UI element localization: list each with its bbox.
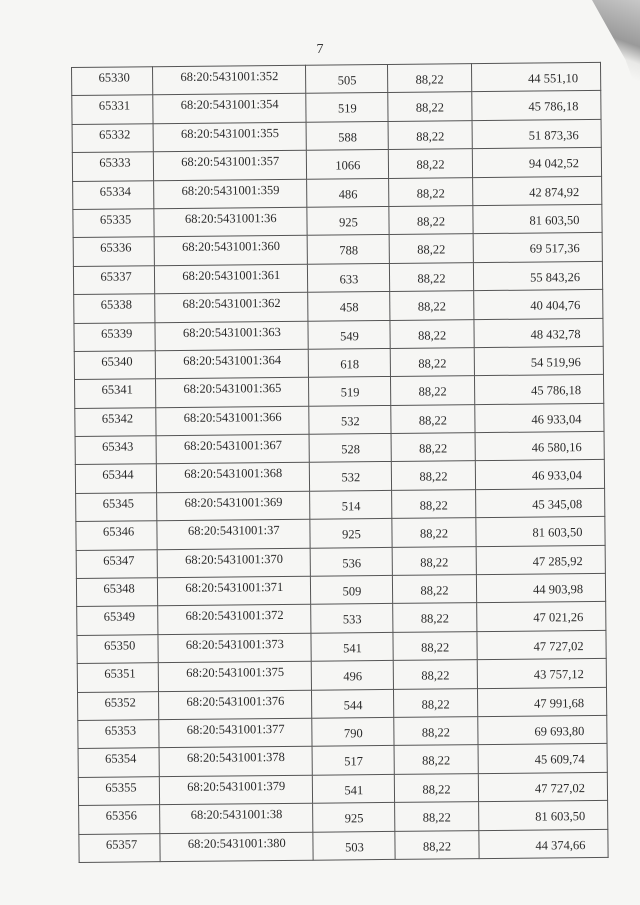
cell-text: 68:20:5431001:363 xyxy=(182,324,281,340)
cell-text: 68:20:5431001:364 xyxy=(183,352,282,368)
cell-text: 88,22 xyxy=(417,271,446,286)
area-cell xyxy=(312,746,394,775)
rate-cell xyxy=(391,376,474,405)
cell-text: 68:20:5431001:377 xyxy=(186,721,285,737)
cadastral-number-cell xyxy=(155,292,308,322)
row-number-cell xyxy=(79,805,160,834)
registry-table xyxy=(71,62,609,863)
area-cell xyxy=(306,121,388,150)
cell-text: 88,22 xyxy=(421,696,450,712)
area-cell xyxy=(313,831,395,860)
cell-text: 68:20:5431001:357 xyxy=(181,154,280,170)
cell-text: 496 xyxy=(343,669,363,684)
cell-text: 68:20:5431001:366 xyxy=(183,409,282,425)
cell-text: 65337 xyxy=(100,269,132,284)
cell-text: 88,22 xyxy=(420,640,450,655)
row-number-cell xyxy=(73,265,154,294)
cell-text: 47 021,26 xyxy=(533,610,584,626)
cell-text: 88,22 xyxy=(417,242,446,258)
row-number-cell xyxy=(74,294,155,323)
cell-text: 68:20:5431001:378 xyxy=(186,750,285,766)
value-cell xyxy=(475,431,605,461)
area-cell xyxy=(313,803,395,832)
cell-text: 68:20:5431001:359 xyxy=(181,182,280,198)
cell-text: 68:20:5431001:38 xyxy=(190,807,283,823)
cell-text: 541 xyxy=(344,782,364,798)
cell-text: 486 xyxy=(338,186,358,201)
cell-text: 65342 xyxy=(101,411,134,426)
row-number-cell xyxy=(77,663,158,692)
rate-cell xyxy=(394,745,477,774)
cell-text: 514 xyxy=(341,499,361,514)
cell-text: 65356 xyxy=(105,808,137,823)
cell-text: 65331 xyxy=(98,98,131,114)
cell-text: 65338 xyxy=(100,297,133,312)
row-number-cell xyxy=(75,407,156,436)
cadastral-number-cell xyxy=(153,94,306,124)
cell-text: 65334 xyxy=(99,183,131,199)
rate-cell xyxy=(392,489,475,518)
value-cell xyxy=(476,545,606,575)
rate-cell xyxy=(390,262,473,291)
cell-text: 519 xyxy=(337,101,357,116)
value-cell xyxy=(472,148,602,178)
cell-text: 65355 xyxy=(105,780,137,795)
row-number-cell xyxy=(76,493,157,522)
cadastral-number-cell xyxy=(157,548,310,578)
cell-text: 68:20:5431001:380 xyxy=(187,835,286,851)
value-cell xyxy=(473,261,603,291)
value-cell xyxy=(478,744,608,774)
cell-text: 68:20:5431001:370 xyxy=(185,551,284,567)
cell-text: 65330 xyxy=(98,70,130,85)
row-number-cell xyxy=(75,379,156,408)
cell-text: 68:20:5431001:379 xyxy=(187,778,286,794)
cell-text: 46 580,16 xyxy=(531,440,582,455)
rate-cell xyxy=(395,802,478,831)
cell-text: 65335 xyxy=(99,212,132,227)
value-cell xyxy=(472,176,602,206)
cell-text: 533 xyxy=(342,612,362,627)
cadastral-number-cell xyxy=(154,236,307,266)
row-number-cell xyxy=(72,67,153,96)
cell-text: 68:20:5431001:367 xyxy=(183,438,282,454)
cadastral-number-cell xyxy=(157,463,310,493)
cell-text: 68:20:5431001:369 xyxy=(184,494,283,510)
cell-text: 88,22 xyxy=(419,526,449,541)
registry-table-body xyxy=(72,62,609,862)
cadastral-number-cell xyxy=(158,605,311,635)
cell-text: 68:20:5431001:368 xyxy=(184,466,283,482)
value-cell xyxy=(478,801,608,831)
cell-text: 81 603,50 xyxy=(532,525,583,540)
cell-text: 519 xyxy=(340,385,360,400)
cell-text: 588 xyxy=(338,130,358,145)
cell-text: 68:20:5431001:373 xyxy=(185,636,284,652)
cell-text: 42 874,92 xyxy=(529,184,580,200)
cell-text: 505 xyxy=(337,73,357,88)
cell-text: 88,22 xyxy=(422,753,451,769)
cell-text: 532 xyxy=(341,470,361,485)
cell-text: 65351 xyxy=(104,666,136,681)
cell-text: 65354 xyxy=(105,751,137,767)
cell-text: 81 603,50 xyxy=(529,213,580,228)
row-number-cell xyxy=(76,521,157,550)
cell-text: 618 xyxy=(340,357,360,372)
cell-text: 47 727,02 xyxy=(533,638,584,654)
area-cell xyxy=(309,377,391,406)
cell-text: 65340 xyxy=(101,354,133,369)
cell-text: 68:20:5431001:371 xyxy=(185,580,284,595)
cell-text: 503 xyxy=(344,839,364,854)
area-cell xyxy=(307,150,389,179)
value-cell xyxy=(475,488,605,518)
cell-text: 549 xyxy=(340,328,359,343)
value-cell xyxy=(473,233,603,263)
cell-text: 69 517,36 xyxy=(529,241,580,256)
area-cell xyxy=(311,547,393,576)
value-cell xyxy=(475,460,605,490)
cell-text: 68:20:5431001:354 xyxy=(180,97,279,113)
value-cell xyxy=(478,772,608,802)
area-cell xyxy=(309,405,391,434)
cell-text: 517 xyxy=(344,754,364,769)
row-number-cell xyxy=(76,549,157,578)
rate-cell xyxy=(389,149,472,178)
cell-text: 65343 xyxy=(102,439,134,454)
cell-text: 633 xyxy=(339,271,359,287)
cell-text: 81 603,50 xyxy=(535,809,586,824)
cell-text: 88,22 xyxy=(422,838,452,854)
cell-text: 925 xyxy=(344,811,364,826)
cell-text: 88,22 xyxy=(422,782,451,797)
cell-text: 88,22 xyxy=(415,72,444,87)
page-number: 7 xyxy=(316,42,324,57)
cell-text: 536 xyxy=(342,555,362,571)
row-number-cell xyxy=(73,237,154,266)
area-cell xyxy=(312,689,394,718)
cadastral-number-cell xyxy=(153,122,306,152)
cell-text: 65339 xyxy=(100,325,133,341)
value-cell xyxy=(478,829,608,859)
area-cell xyxy=(311,575,393,604)
rate-cell xyxy=(393,603,476,632)
row-number-cell xyxy=(78,776,159,805)
cell-text: 44 374,66 xyxy=(535,837,586,853)
row-number-cell xyxy=(78,691,159,720)
cell-text: 48 432,78 xyxy=(530,326,581,342)
cadastral-number-cell xyxy=(158,576,311,606)
cadastral-number-cell xyxy=(154,207,307,237)
row-number-cell xyxy=(74,351,155,380)
area-cell xyxy=(310,519,392,548)
area-cell xyxy=(306,64,388,93)
cadastral-number-cell xyxy=(160,775,313,805)
cell-text: 528 xyxy=(341,442,361,457)
cell-text: 68:20:5431001:375 xyxy=(186,665,285,681)
cell-text: 68:20:5431001:37 xyxy=(187,523,280,539)
row-number-cell xyxy=(75,464,156,493)
cell-text: 45 609,74 xyxy=(534,752,585,767)
value-cell xyxy=(476,573,606,603)
rate-cell xyxy=(393,546,476,575)
cell-text: 47 991,68 xyxy=(534,695,585,711)
rate-cell xyxy=(390,319,473,348)
rate-cell xyxy=(393,575,476,604)
value-cell xyxy=(474,318,604,348)
rate-cell xyxy=(389,177,472,206)
cell-text: 69 693,80 xyxy=(534,724,585,739)
cadastral-number-cell xyxy=(156,378,309,408)
area-cell xyxy=(310,462,392,491)
area-cell xyxy=(308,292,390,321)
value-cell xyxy=(477,715,607,745)
rate-cell xyxy=(394,688,477,717)
area-cell xyxy=(308,235,390,264)
cell-text: 88,22 xyxy=(416,157,445,172)
area-cell xyxy=(309,348,391,377)
cell-text: 88,22 xyxy=(418,384,447,399)
rate-cell xyxy=(391,433,474,462)
rate-cell xyxy=(388,92,471,121)
cell-text: 44 551,10 xyxy=(528,71,579,86)
cell-text: 88,22 xyxy=(422,810,451,825)
cell-text: 40 404,76 xyxy=(530,298,581,313)
cell-text: 88,22 xyxy=(419,498,448,513)
row-number-cell xyxy=(79,833,160,862)
cell-text: 541 xyxy=(343,641,362,656)
cell-text: 68:20:5431001:365 xyxy=(183,381,282,397)
cadastral-number-cell xyxy=(159,690,312,720)
cell-text: 65336 xyxy=(100,240,132,256)
area-cell xyxy=(308,320,390,349)
cadastral-number-cell xyxy=(154,150,307,180)
rate-cell xyxy=(395,773,478,802)
rate-cell xyxy=(391,348,474,377)
cell-text: 65353 xyxy=(104,723,137,738)
cell-text: 788 xyxy=(339,243,359,258)
value-cell xyxy=(471,91,601,121)
rate-cell xyxy=(392,461,475,490)
area-cell xyxy=(313,774,395,803)
cadastral-number-cell xyxy=(155,264,308,294)
cell-text: 46 933,04 xyxy=(531,468,583,484)
cell-text: 68:20:5431001:36 xyxy=(184,210,277,226)
value-cell xyxy=(474,375,604,405)
cell-text: 1066 xyxy=(335,158,361,173)
row-number-cell xyxy=(72,152,153,181)
area-cell xyxy=(306,93,388,122)
value-cell xyxy=(476,602,606,632)
registry-table-container xyxy=(71,62,609,863)
cadastral-number-cell xyxy=(157,519,310,549)
cell-text: 88,22 xyxy=(418,356,447,371)
cell-text: 55 843,26 xyxy=(529,269,581,285)
rate-cell xyxy=(393,631,476,660)
row-number-cell xyxy=(72,95,153,124)
cell-text: 65346 xyxy=(102,524,135,539)
cell-text: 94 042,52 xyxy=(528,156,580,171)
cell-text: 88,22 xyxy=(417,327,447,343)
row-number-cell xyxy=(75,436,156,465)
cell-text: 68:20:5431001:352 xyxy=(180,69,279,84)
cell-text: 88,22 xyxy=(421,668,450,683)
cell-text: 65344 xyxy=(102,467,134,483)
area-cell xyxy=(309,434,391,463)
cell-text: 88,22 xyxy=(417,299,446,314)
value-cell xyxy=(473,290,603,320)
area-cell xyxy=(310,490,392,519)
value-cell xyxy=(477,659,607,689)
rate-cell xyxy=(392,518,475,547)
cell-text: 88,22 xyxy=(416,214,446,229)
cell-text: 88,22 xyxy=(418,413,448,428)
area-cell xyxy=(311,632,393,661)
cell-text: 88,22 xyxy=(416,185,445,201)
cadastral-number-cell xyxy=(160,803,313,833)
area-cell xyxy=(312,717,394,746)
cell-text: 65357 xyxy=(105,836,138,852)
value-cell xyxy=(474,403,604,433)
cell-text: 65347 xyxy=(103,553,135,568)
cadastral-number-cell xyxy=(156,434,309,464)
cell-text: 44 903,98 xyxy=(532,582,584,597)
rate-cell xyxy=(388,64,471,93)
cadastral-number-cell xyxy=(158,633,311,663)
area-cell xyxy=(308,263,390,292)
cell-text: 68:20:5431001:362 xyxy=(182,296,281,312)
cadastral-number-cell xyxy=(157,491,310,521)
cadastral-number-cell xyxy=(160,832,313,862)
row-number-cell xyxy=(73,209,154,238)
cell-text: 88,22 xyxy=(420,611,449,627)
cell-text: 45 786,18 xyxy=(528,99,579,115)
cadastral-number-cell xyxy=(153,65,306,95)
cadastral-number-cell xyxy=(154,179,307,209)
cell-text: 54 519,96 xyxy=(530,355,581,370)
cell-text: 65352 xyxy=(104,695,136,710)
value-cell xyxy=(474,346,604,376)
cell-text: 88,22 xyxy=(419,469,448,485)
cadastral-number-cell xyxy=(155,349,308,379)
row-number-cell xyxy=(74,322,155,351)
cell-text: 65349 xyxy=(103,609,136,625)
value-cell xyxy=(472,119,602,149)
rate-cell xyxy=(390,291,473,320)
rate-cell xyxy=(394,717,477,746)
row-number-cell xyxy=(72,123,153,152)
cell-text: 544 xyxy=(343,697,363,713)
rate-cell xyxy=(391,404,474,433)
row-number-cell xyxy=(73,180,154,209)
cell-text: 65333 xyxy=(99,155,131,170)
cell-text: 790 xyxy=(343,726,363,741)
cell-text: 68:20:5431001:360 xyxy=(182,239,281,255)
cell-text: 88,22 xyxy=(420,583,449,598)
rate-cell xyxy=(388,120,471,149)
cell-text: 65341 xyxy=(101,382,133,398)
value-cell xyxy=(475,517,605,547)
cell-text: 88,22 xyxy=(415,100,445,116)
value-cell xyxy=(477,630,607,660)
row-number-cell xyxy=(78,720,159,749)
cell-text: 68:20:5431001:361 xyxy=(182,267,281,283)
cell-text: 65350 xyxy=(103,638,136,653)
cell-text: 65348 xyxy=(103,581,135,596)
cell-text: 88,22 xyxy=(419,441,448,456)
cadastral-number-cell xyxy=(158,661,311,691)
cadastral-number-cell xyxy=(156,406,309,436)
area-cell xyxy=(312,661,394,690)
cell-text: 45 345,08 xyxy=(532,496,583,512)
area-cell xyxy=(307,206,389,235)
cadastral-number-cell xyxy=(159,718,312,748)
row-number-cell xyxy=(77,606,158,635)
row-number-cell xyxy=(76,578,157,607)
cell-text: 68:20:5431001:355 xyxy=(180,125,279,141)
cell-text: 65332 xyxy=(99,127,131,142)
row-number-cell xyxy=(78,748,159,777)
cell-text: 458 xyxy=(339,300,359,315)
rate-cell xyxy=(394,660,477,689)
rate-cell xyxy=(390,234,473,263)
cell-text: 47 285,92 xyxy=(532,553,583,569)
cell-text: 925 xyxy=(341,527,361,542)
table-row xyxy=(79,829,608,862)
rate-cell xyxy=(389,206,472,235)
value-cell xyxy=(471,62,601,92)
value-cell xyxy=(477,687,607,717)
area-cell xyxy=(307,178,389,207)
cell-text: 45 786,18 xyxy=(531,383,582,398)
cadastral-number-cell xyxy=(155,321,308,351)
row-number-cell xyxy=(77,635,158,664)
cell-text: 47 727,02 xyxy=(534,780,586,796)
cell-text: 43 757,12 xyxy=(533,667,584,682)
cell-text: 88,22 xyxy=(420,555,449,570)
cell-text: 532 xyxy=(340,413,360,429)
rate-cell xyxy=(395,830,478,859)
cell-text: 68:20:5431001:376 xyxy=(186,693,285,709)
cell-text: 88,22 xyxy=(421,725,451,740)
cell-text: 88,22 xyxy=(416,129,445,144)
cell-text: 509 xyxy=(342,584,362,599)
cell-text: 46 933,04 xyxy=(531,411,582,427)
value-cell xyxy=(472,204,602,234)
area-cell xyxy=(311,604,393,633)
cadastral-number-cell xyxy=(159,747,312,777)
cell-text: 68:20:5431001:372 xyxy=(185,608,284,624)
cell-text: 925 xyxy=(338,215,358,230)
cell-text: 51 873,36 xyxy=(528,127,579,143)
cell-text: 65345 xyxy=(102,496,134,511)
